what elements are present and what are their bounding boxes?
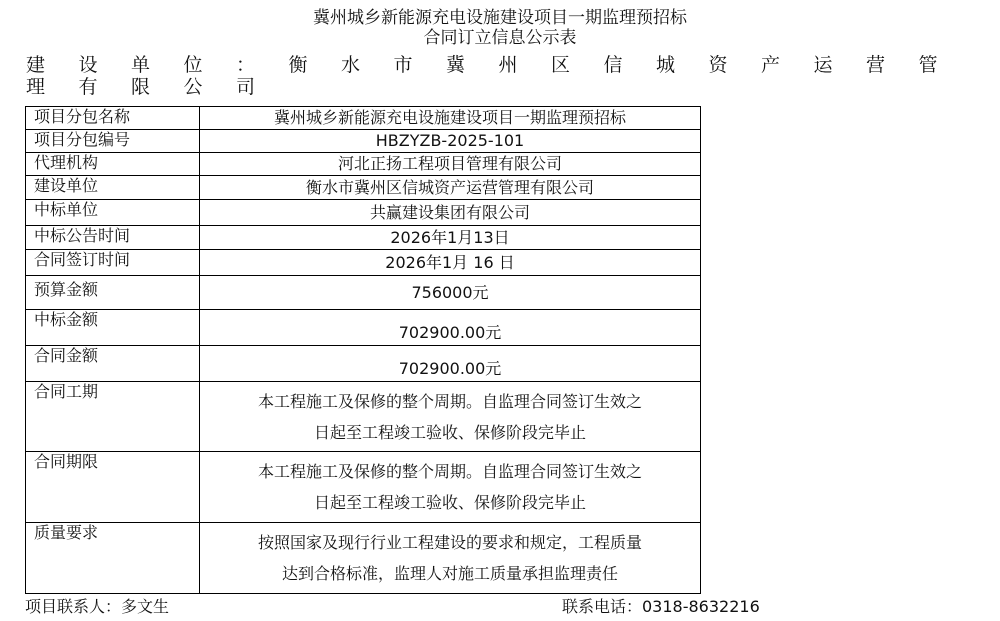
document-title-line1: 冀州城乡新能源充电设施建设项目一期监理预招标 — [313, 8, 687, 28]
table-row — [26, 346, 701, 382]
table-row — [26, 226, 701, 250]
row-value: HBZYZB-2025-101 — [200, 130, 701, 153]
row-value-line: 日起至工程竣工验收、保修阶段完毕止 — [313, 493, 586, 512]
table-row — [26, 153, 701, 176]
table-row — [26, 107, 701, 130]
table-row — [26, 200, 701, 226]
row-value: 2026年1月 16 日 — [200, 250, 701, 276]
table-row — [26, 523, 701, 594]
row-label: 建设单位 — [26, 176, 200, 200]
construction-unit-line — [26, 54, 986, 98]
document-title-line2: 合同订立信息公示表 — [423, 28, 577, 48]
row-label: 预算金额 — [26, 276, 200, 310]
row-value: 702900.00元 — [200, 310, 701, 346]
row-label: 合同金额 — [26, 346, 200, 382]
table-row — [26, 176, 701, 200]
contact-person: 项目联系人：多文生 — [25, 597, 170, 616]
row-label: 合同期限 — [26, 452, 200, 523]
row-value-line: 达到合格标准，监理人对施工质量承担监理责任 — [281, 564, 618, 583]
row-label: 项目分包编号 — [26, 130, 200, 153]
table-row — [26, 382, 701, 452]
row-label: 项目分包名称 — [26, 107, 200, 130]
row-label: 质量要求 — [26, 523, 200, 594]
row-label: 合同工期 — [26, 382, 200, 452]
row-label: 代理机构 — [26, 153, 200, 176]
row-value: 2026年1月13日 — [200, 226, 701, 250]
table-row — [26, 452, 701, 523]
row-label: 中标单位 — [26, 200, 200, 226]
row-value-line: 日起至工程竣工验收、保修阶段完毕止 — [313, 423, 586, 442]
contract-info-table — [25, 106, 701, 594]
row-label: 中标金额 — [26, 310, 200, 346]
row-value — [200, 523, 701, 594]
construction-unit-text: 建设单位：衡水市冀州区信城资产运营管理有限公 — [26, 54, 972, 98]
table-row — [26, 130, 701, 153]
row-label: 合同签订时间 — [26, 250, 200, 276]
row-label: 中标公告时间 — [26, 226, 200, 250]
row-value-line: 按照国家及现行行业工程建设的要求和规定，工程质量 — [257, 533, 642, 552]
row-value: 756000元 — [200, 276, 701, 310]
row-value: 衡水市冀州区信城资产运营管理有限公司 — [200, 176, 701, 200]
table-row — [26, 276, 701, 310]
table-row — [26, 250, 701, 276]
row-value: 河北正扬工程项目管理有限公司 — [200, 153, 701, 176]
table-row — [26, 310, 701, 346]
row-value — [200, 382, 701, 452]
contact-phone: 联系电话：0318-8632216 — [562, 597, 760, 616]
row-value-line: 本工程施工及保修的整个周期。自监理合同签订生效之 — [257, 462, 642, 481]
row-value: 共赢建设集团有限公司 — [200, 200, 701, 226]
row-value — [200, 452, 701, 523]
row-value: 702900.00元 — [200, 346, 701, 382]
row-value-line: 本工程施工及保修的整个周期。自监理合同签订生效之 — [257, 392, 642, 411]
row-value: 冀州城乡新能源充电设施建设项目一期监理预招标 — [200, 107, 701, 130]
construction-unit-tail: 司 — [236, 76, 256, 98]
